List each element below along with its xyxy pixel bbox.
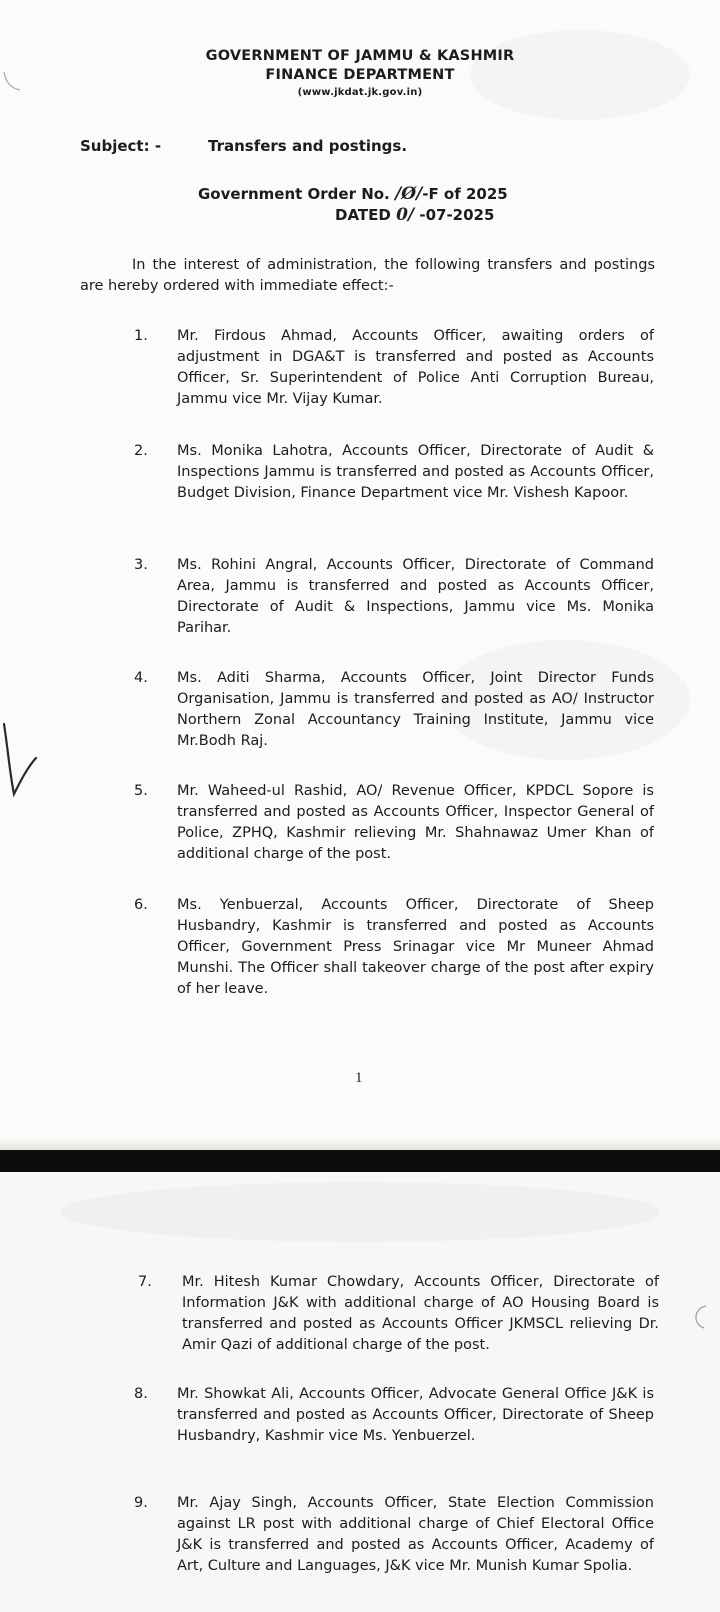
- item-number: 8.: [134, 1386, 148, 1402]
- page-number: 1: [355, 1070, 363, 1086]
- order-dated-label: DATED: [335, 206, 391, 224]
- page-bottom-edge: [0, 1138, 720, 1150]
- item-number: 7.: [138, 1274, 152, 1290]
- item-text: Mr. Showkat Ali, Accounts Officer, Advocate General Office J&K is transferred and posted as Accounts Officer, Directorate of Sheep Husbandry, Kashmir vice Ms. Yenbuerzel.: [177, 1386, 654, 1444]
- item-text: Ms. Monika Lahotra, Accounts Officer, Directorate of Audit & Inspections Jammu is transferred and posted as Accounts Officer, Budget Division, Finance Department vice Mr. Vishesh Kapoor.: [177, 443, 654, 501]
- subject-text: Transfers and postings.: [208, 137, 408, 155]
- item-text: Mr. Waheed-ul Rashid, AO/ Revenue Officer, KPDCL Sopore is transferred and posted as Accounts Officer, Inspector General of Police, ZPHQ, Kashmir relieving Mr. Shahnawaz Umer Khan of additional charge of the post.: [177, 783, 654, 862]
- item-text: Mr. Ajay Singh, Accounts Officer, State Election Commission against LR post with additional charge of Chief Electoral Office J&K is transferred and posted as Accounts Officer, Academy of Art, Culture and Languages, J&K vice Mr. Munish Kumar Spolia.: [177, 1495, 654, 1574]
- page-divider: [0, 1150, 720, 1172]
- item-number: 5.: [134, 783, 148, 799]
- document-page-2: [0, 1172, 720, 1612]
- item-number: 1.: [134, 328, 148, 344]
- item-text: Ms. Yenbuerzal, Accounts Officer, Directorate of Sheep Husbandry, Kashmir is transferred and posted as Accounts Officer, Government Press Srinagar vice Mr Muneer Ahmad Munshi. The Officer shall takeover charge of the post after expiry of her leave.: [177, 897, 654, 997]
- handwritten-tick-mark: [0, 720, 40, 800]
- hole-punch-mark: [688, 1302, 712, 1332]
- item-text: Mr. Hitesh Kumar Chowdary, Accounts Officer, Directorate of Information J&K with additional charge of AO Housing Board is transferred and posted as Accounts Officer JKMSCL relieving Dr. Amir Qazi of additional charge of the post.: [182, 1274, 659, 1353]
- department-heading: FINANCE DEPARTMENT: [265, 67, 455, 83]
- item-text: Ms. Aditi Sharma, Accounts Officer, Joint Director Funds Organisation, Jammu is transferred and posted as AO/ Instructor Northern Zonal Accountancy Training Institute, Jammu vice Mr.Bodh Raj.: [177, 670, 654, 749]
- order-dated-handwritten: 0/: [396, 205, 415, 225]
- bleed-through-shadow: [60, 1182, 660, 1242]
- intro-paragraph: In the interest of administration, the following transfers and postings are hereby ordered with immediate effect:-: [80, 257, 655, 294]
- item-number: 2.: [134, 443, 148, 459]
- item-number: 6.: [134, 897, 148, 913]
- item-text: Mr. Firdous Ahmad, Accounts Officer, awaiting orders of adjustment in DGA&T is transferred and posted as Accounts Officer, Sr. Superintendent of Police Anti Corruption Bureau, Jammu vice Mr. Vijay Kumar.: [177, 328, 654, 407]
- item-text: Ms. Rohini Angral, Accounts Officer, Directorate of Command Area, Jammu is transferred and posted as Accounts Officer, Directorate of Audit & Inspections, Jammu vice Ms. Monika Parihar.: [177, 557, 654, 636]
- order-number-prefix: Government Order No.: [198, 185, 390, 203]
- margin-mark: [0, 66, 24, 96]
- item-number: 9.: [134, 1495, 148, 1511]
- website-text: (www.jkdat.jk.gov.in): [297, 87, 423, 98]
- order-number-line: [198, 184, 508, 204]
- order-date-line: [335, 205, 494, 225]
- order-number-suffix: -F of 2025: [422, 185, 508, 203]
- order-dated-suffix: -07-2025: [419, 206, 495, 224]
- order-number-handwritten: /Ø/: [395, 184, 423, 204]
- subject-label: Subject: -: [80, 137, 162, 155]
- item-number: 4.: [134, 670, 148, 686]
- item-number: 3.: [134, 557, 148, 573]
- government-heading: GOVERNMENT OF JAMMU & KASHMIR: [205, 48, 515, 64]
